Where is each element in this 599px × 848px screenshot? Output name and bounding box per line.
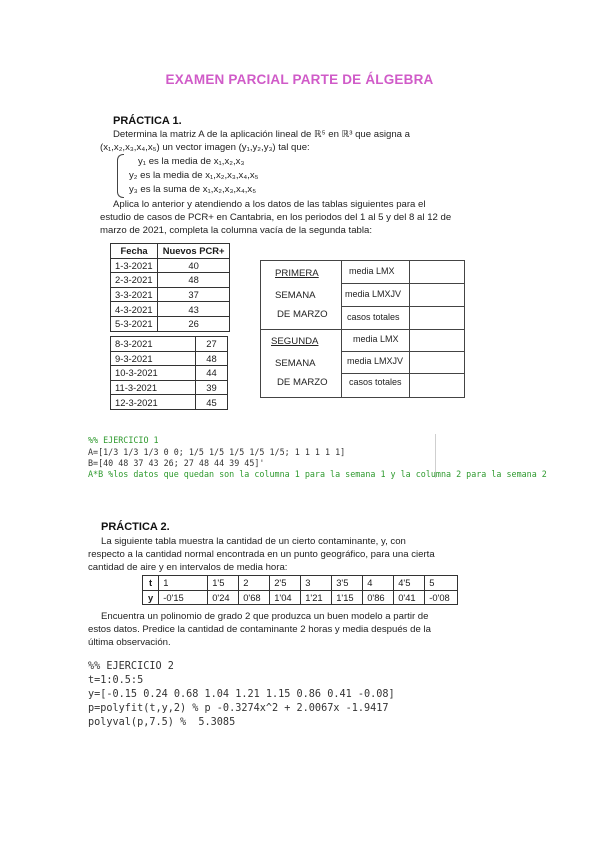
- intro-line-1: Determina la matriz A de la aplicación lineal de ℝ⁵ en ℝ³ que asigna a: [113, 129, 411, 140]
- cell-value: 48: [196, 351, 228, 366]
- y-cell: 1'04: [270, 590, 301, 605]
- p2-intro-line-2: respecto a la cantidad normal encontrada en un punto geográfico, para una cierta: [88, 549, 435, 560]
- section-heading-2: PRÁCTICA 2.: [101, 521, 170, 533]
- p2-intro-line-1: La siguiente tabla muestra la cantidad de un cierto contaminante, y, con: [101, 536, 406, 547]
- apply-line-3: marzo de 2021, completa la columna vacía de la segunda tabla:: [100, 225, 372, 236]
- table-row: [111, 273, 230, 288]
- cell-value: 45: [196, 395, 228, 410]
- week-1-row-label: media LMXJV: [345, 289, 402, 299]
- week-1-label-line-2: SEMANA: [275, 290, 316, 301]
- cell-date: 1-3-2021: [111, 258, 158, 273]
- code-2-line-2: y=[-0.15 0.24 0.68 1.04 1.21 1.15 0.86 0.41 -0.08]: [88, 689, 395, 700]
- week-2-label-line-1: SEGUNDA: [271, 336, 319, 347]
- row-label-t: t: [143, 576, 159, 591]
- cell-value: 40: [158, 258, 230, 273]
- y-cell: 0'68: [239, 590, 270, 605]
- contaminant-table: [142, 575, 458, 605]
- cell-value: 44: [196, 366, 228, 381]
- code-1-line-3: A*B %los datos que quedan son la columna 1 para la semana 1 y la columna 2 para la semana 2: [88, 469, 547, 479]
- week-2-row-label: media LMX: [353, 334, 399, 344]
- intro-line-2: (x₁,x₂,x₃,x₄,x₅) un vector imagen (y₁,y₂,y₃) tal que:: [100, 142, 310, 153]
- t-cell: 3: [301, 576, 332, 591]
- week-1-row-label: casos totales: [347, 312, 400, 322]
- page-title: EXAMEN PARCIAL PARTE DE ÁLGEBRA: [165, 72, 434, 87]
- week-2-label-line-2: SEMANA: [275, 358, 316, 369]
- week-1-label-line-1: PRIMERA: [275, 268, 319, 279]
- cell-date: 2-3-2021: [111, 273, 158, 288]
- cell-value: 43: [158, 302, 230, 317]
- y-cell: -0'15: [159, 590, 208, 605]
- cell-value: 48: [158, 273, 230, 288]
- t-cell: 4: [363, 576, 394, 591]
- cell-date: 11-3-2021: [111, 380, 196, 395]
- y-cell: 0'41: [394, 590, 425, 605]
- pcr-table-week-2: [110, 336, 228, 410]
- t-cell: 1'5: [208, 576, 239, 591]
- y-cell: 1'15: [332, 590, 363, 605]
- t-cell: 3'5: [332, 576, 363, 591]
- p2-intro-line-3: cantidad de aire y en intervalos de media hora:: [88, 562, 288, 573]
- condition-2: y₂ es la media de x₁,x₂,x₃,x₄,x₅: [129, 170, 259, 181]
- table-row: [111, 337, 228, 352]
- code-2-line-3: p=polyfit(t,y,2) % p -0.3274x^2 + 2.0067x -1.9417: [88, 703, 389, 714]
- section-heading-1: PRÁCTICA 1.: [113, 115, 182, 127]
- table-row: [111, 258, 230, 273]
- week-1-row-label: media LMX: [349, 266, 395, 276]
- col-header-pcr: Nuevos PCR+: [158, 244, 230, 259]
- table-row: [111, 287, 230, 302]
- condition-3: y₃ es la suma de x₁,x₂,x₃,x₄,x₅: [129, 184, 257, 195]
- week-2-summary-box: [260, 329, 465, 398]
- code-2-header: %% EJERCICIO 2: [88, 661, 174, 672]
- code-1-line-1: A=[1/3 1/3 1/3 0 0; 1/5 1/5 1/5 1/5 1/5; 1 1 1 1 1]: [88, 447, 346, 457]
- apply-line-2: estudio de casos de PCR+ en Cantabria, en los periodos del 1 al 5 y del 8 al 12 de: [100, 212, 452, 223]
- code-1-line-2: B=[40 48 37 43 26; 27 48 44 39 45]': [88, 458, 265, 468]
- brace-icon: [117, 154, 124, 198]
- cell-date: 8-3-2021: [111, 337, 196, 352]
- y-cell: 0'86: [363, 590, 394, 605]
- table-row: [143, 590, 458, 605]
- week-2-label-line-3: DE MARZO: [277, 377, 328, 388]
- cell-date: 3-3-2021: [111, 287, 158, 302]
- cell-date: 4-3-2021: [111, 302, 158, 317]
- condition-1: y₁ es la media de x₁,x₂,x₃: [138, 156, 245, 167]
- cell-value: 27: [196, 337, 228, 352]
- table-row: [111, 366, 228, 381]
- table-row: [111, 395, 228, 410]
- row-label-y: y: [143, 590, 159, 605]
- cell-value: 37: [158, 287, 230, 302]
- code-2-line-1: t=1:0.5:5: [88, 675, 144, 686]
- y-cell: 0'24: [208, 590, 239, 605]
- cell-date: 9-3-2021: [111, 351, 196, 366]
- week-1-label-line-3: DE MARZO: [277, 309, 328, 320]
- code-2-line-4: polyval(p,7.5) % 5.3085: [88, 717, 236, 728]
- t-cell: 1: [159, 576, 208, 591]
- p2-ask-line-3: última observación.: [88, 637, 171, 648]
- t-cell: 2: [239, 576, 270, 591]
- table-row: [111, 302, 230, 317]
- apply-line-1: Aplica lo anterior y atendiendo a los datos de las tablas siguientes para el: [113, 199, 426, 210]
- code-1-header: %% EJERCICIO 1: [88, 435, 159, 445]
- y-cell: 1'21: [301, 590, 332, 605]
- table-row: [111, 316, 230, 331]
- cell-date: 5-3-2021: [111, 316, 158, 331]
- t-cell: 2'5: [270, 576, 301, 591]
- p2-ask-line-1: Encuentra un polinomio de grado 2 que produzca un buen modelo a partir de: [101, 611, 429, 622]
- cell-value: 26: [158, 316, 230, 331]
- t-cell: 5: [425, 576, 458, 591]
- week-1-summary-box: [260, 260, 465, 330]
- week-2-row-label: casos totales: [349, 377, 402, 387]
- y-cell: -0'08: [425, 590, 458, 605]
- cell-value: 39: [196, 380, 228, 395]
- t-cell: 4'5: [394, 576, 425, 591]
- col-header-fecha: Fecha: [111, 244, 158, 259]
- table-row: [111, 351, 228, 366]
- cell-date: 10-3-2021: [111, 366, 196, 381]
- week-2-row-label: media LMXJV: [347, 356, 404, 366]
- p2-ask-line-2: estos datos. Predice la cantidad de contaminante 2 horas y media después de la: [88, 624, 431, 635]
- pcr-table-week-1: [110, 243, 230, 332]
- table-row: [111, 380, 228, 395]
- table-row: [143, 576, 458, 591]
- cell-date: 12-3-2021: [111, 395, 196, 410]
